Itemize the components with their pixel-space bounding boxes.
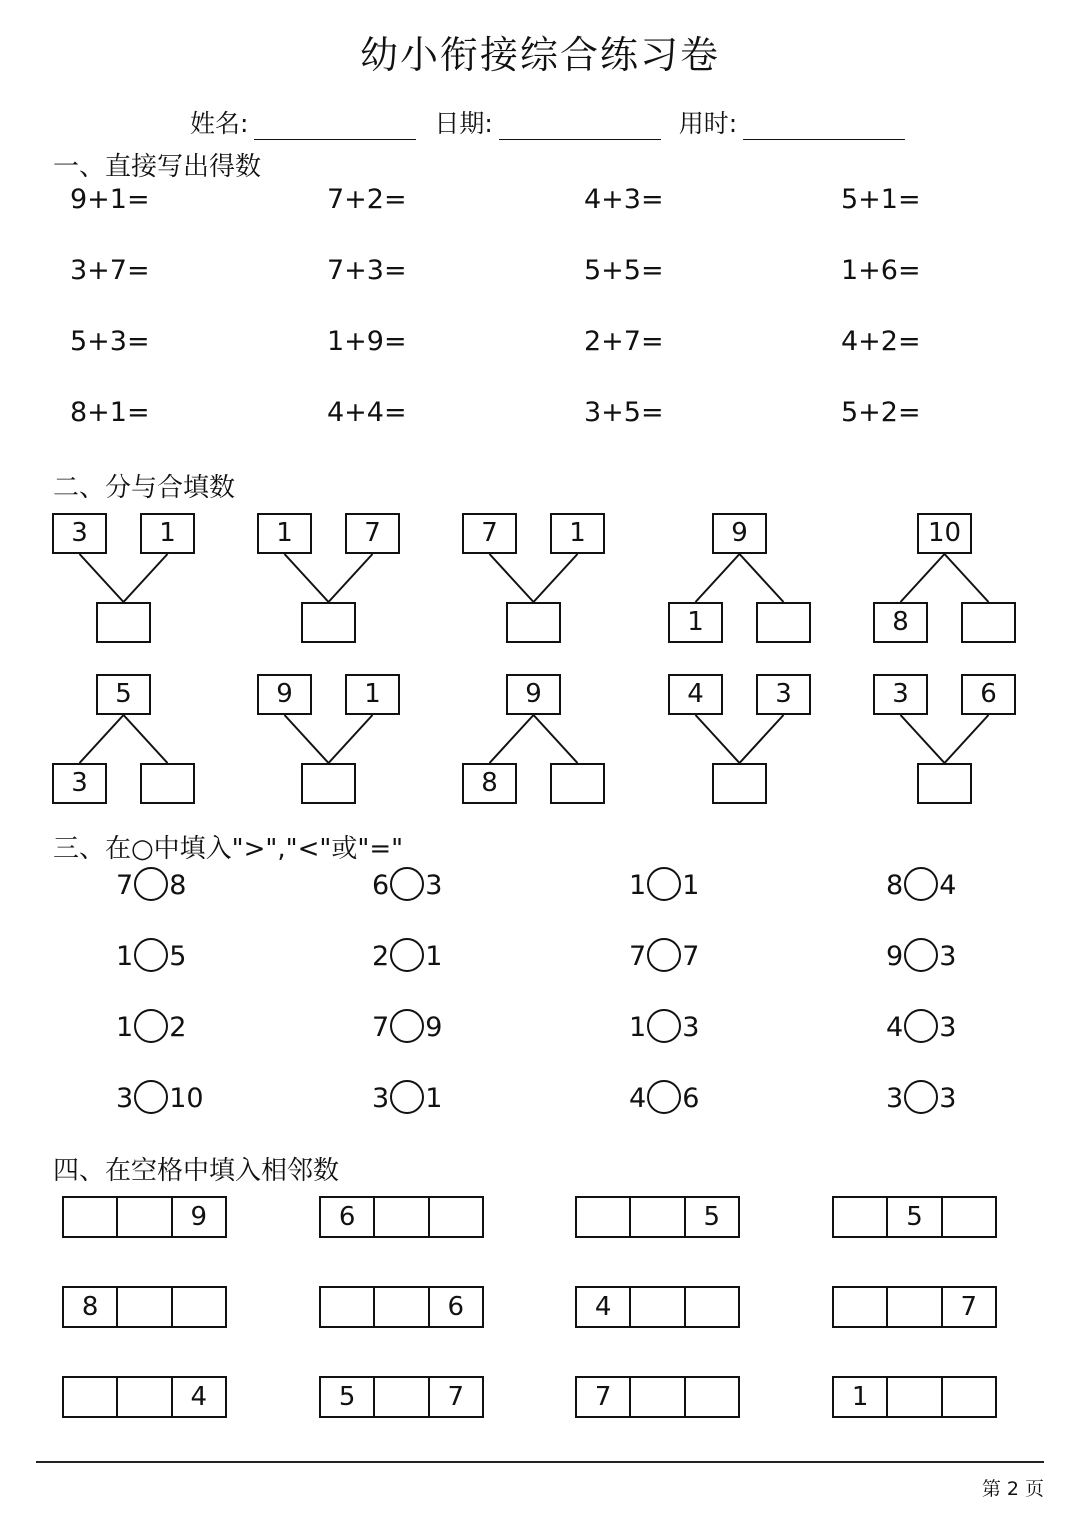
arithmetic-problem: 3+7= <box>70 255 150 286</box>
bond-part-box: 8 <box>873 602 928 643</box>
right-number: 3 <box>425 870 443 901</box>
bond-whole-box[interactable] <box>301 602 356 643</box>
given-cell: 5 <box>888 1198 942 1236</box>
bond-line <box>696 715 740 763</box>
page-number: 第 2 页 <box>981 1478 1044 1500</box>
left-number: 7 <box>372 1012 390 1043</box>
number-strip <box>319 1286 484 1328</box>
bond-part-box: 1 <box>668 602 723 643</box>
right-number: 8 <box>169 870 187 901</box>
right-number: 1 <box>682 870 700 901</box>
bond-line <box>740 554 784 602</box>
section4-heading: 四、在空格中填入相邻数 <box>53 1156 340 1186</box>
right-number: 3 <box>939 1083 957 1114</box>
bond-line <box>329 554 373 602</box>
right-number: 3 <box>939 941 957 972</box>
bond-part-box: 6 <box>961 674 1016 715</box>
right-number: 7 <box>682 941 700 972</box>
arithmetic-problem: 4+4= <box>327 397 407 428</box>
answer-cell[interactable] <box>64 1378 118 1416</box>
right-number: 2 <box>169 1012 187 1043</box>
answer-cell[interactable] <box>118 1288 172 1326</box>
answer-cell[interactable] <box>943 1378 995 1416</box>
answer-circle[interactable] <box>134 1009 168 1043</box>
bond-line <box>80 554 124 602</box>
answer-cell[interactable] <box>375 1198 429 1236</box>
page-title: 幼小衔接综合练习卷 <box>359 33 720 77</box>
left-number: 9 <box>886 941 904 972</box>
given-cell: 8 <box>64 1288 118 1326</box>
section2-heading: 二、分与合填数 <box>53 473 236 503</box>
arithmetic-problem: 3+5= <box>584 397 664 428</box>
comparison-item <box>116 1009 186 1043</box>
arithmetic-problem: 9+1= <box>70 184 150 215</box>
given-cell: 7 <box>960 1292 978 1322</box>
right-number: 3 <box>682 1012 700 1043</box>
comparison-item <box>886 867 956 901</box>
answer-cell[interactable] <box>430 1198 482 1236</box>
bond-part-box: 3 <box>756 674 811 715</box>
bond-line <box>534 715 578 763</box>
bond-line <box>945 715 989 763</box>
bond-part-box: 3 <box>873 674 928 715</box>
bond-whole-box[interactable] <box>712 763 767 804</box>
answer-circle[interactable] <box>390 1080 424 1114</box>
right-number: 4 <box>939 870 957 901</box>
right-number: 1 <box>425 1083 443 1114</box>
bond-line <box>490 715 534 763</box>
bond-part-box: 4 <box>668 674 723 715</box>
bond-part-box: 8 <box>462 763 517 804</box>
right-number: 10 <box>169 1083 204 1114</box>
left-number: 3 <box>116 1083 134 1114</box>
answer-cell[interactable] <box>834 1288 888 1326</box>
time-label: 用时: <box>678 109 738 138</box>
comparison-item <box>886 1009 956 1043</box>
comparison-item <box>629 1080 699 1114</box>
answer-cell[interactable] <box>631 1378 685 1416</box>
answer-cell[interactable] <box>321 1288 375 1326</box>
bond-part-box: 1 <box>345 674 400 715</box>
comparison-item <box>372 938 442 972</box>
bond-part-box: 3 <box>52 513 107 554</box>
bond-whole-box: 10 <box>917 513 972 554</box>
bond-line <box>285 715 329 763</box>
left-number: 4 <box>886 1012 904 1043</box>
bond-whole-box: 9 <box>506 674 561 715</box>
bond-line <box>901 715 945 763</box>
answer-circle[interactable] <box>904 867 938 901</box>
answer-cell[interactable] <box>375 1288 429 1326</box>
bond-line <box>124 715 168 763</box>
left-number: 1 <box>116 1012 134 1043</box>
date-label: 日期: <box>434 109 493 138</box>
number-strip <box>319 1196 484 1238</box>
bond-line <box>490 554 534 602</box>
answer-circle[interactable] <box>647 1009 681 1043</box>
bond-whole-box: 9 <box>712 513 767 554</box>
bond-part-box: 9 <box>257 674 312 715</box>
answer-cell[interactable] <box>631 1288 685 1326</box>
number-strip <box>832 1376 997 1418</box>
answer-circle[interactable] <box>134 938 168 972</box>
bond-part-box: 1 <box>140 513 195 554</box>
bond-line <box>80 715 124 763</box>
bond-part-box: 7 <box>345 513 400 554</box>
answer-circle[interactable] <box>904 1080 938 1114</box>
answer-cell[interactable] <box>888 1288 942 1326</box>
given-cell: 4 <box>577 1288 631 1326</box>
comparison-item <box>372 1080 442 1114</box>
answer-cell[interactable] <box>64 1198 118 1236</box>
arithmetic-problem: 7+2= <box>327 184 407 215</box>
bond-whole-box[interactable] <box>506 602 561 643</box>
comparison-item <box>116 1080 204 1114</box>
given-cell: 7 <box>447 1382 465 1412</box>
bond-line <box>945 554 989 602</box>
bond-part-box[interactable] <box>550 763 605 804</box>
comparison-item <box>886 1080 956 1114</box>
answer-circle[interactable] <box>390 938 424 972</box>
bond-line <box>329 715 373 763</box>
given-cell: 9 <box>190 1202 208 1232</box>
answer-cell[interactable] <box>834 1198 888 1236</box>
answer-circle[interactable] <box>647 1080 681 1114</box>
arithmetic-problem: 5+3= <box>70 326 150 357</box>
arithmetic-problem: 4+2= <box>841 326 921 357</box>
left-number: 3 <box>372 1083 390 1114</box>
arithmetic-problem: 4+3= <box>584 184 664 215</box>
arithmetic-problem: 2+7= <box>584 326 664 357</box>
right-number: 6 <box>682 1083 700 1114</box>
given-cell: 1 <box>834 1378 888 1416</box>
comparison-item <box>886 938 956 972</box>
answer-cell[interactable] <box>577 1198 631 1236</box>
answer-circle[interactable] <box>390 867 424 901</box>
right-number: 9 <box>425 1012 443 1043</box>
comparison-item <box>116 938 186 972</box>
arithmetic-problem: 5+2= <box>841 397 921 428</box>
bond-part-box[interactable] <box>756 602 811 643</box>
given-cell: 5 <box>321 1378 375 1416</box>
given-cell: 6 <box>321 1198 375 1236</box>
section1-heading: 一、直接写出得数 <box>53 152 262 182</box>
name-label: 姓名: <box>190 109 249 138</box>
bond-whole-box: 5 <box>96 674 151 715</box>
comparison-item <box>116 867 186 901</box>
answer-cell[interactable] <box>888 1378 942 1416</box>
comparison-item <box>629 1009 699 1043</box>
number-strip <box>832 1286 997 1328</box>
number-strip <box>832 1196 997 1238</box>
bond-line <box>901 554 945 602</box>
number-strip <box>62 1196 227 1238</box>
number-strip <box>62 1286 227 1328</box>
answer-cell[interactable] <box>686 1378 738 1416</box>
answer-circle[interactable] <box>904 938 938 972</box>
left-number: 3 <box>886 1083 904 1114</box>
number-strip <box>319 1376 484 1418</box>
given-cell: 6 <box>447 1292 465 1322</box>
bond-part-box[interactable] <box>140 763 195 804</box>
given-cell: 7 <box>577 1378 631 1416</box>
number-strip <box>575 1376 740 1418</box>
bond-whole-box[interactable] <box>917 763 972 804</box>
answer-cell[interactable] <box>173 1288 225 1326</box>
left-number: 2 <box>372 941 390 972</box>
right-number: 3 <box>939 1012 957 1043</box>
comparison-item <box>629 938 699 972</box>
comparison-item <box>372 867 442 901</box>
answer-cell[interactable] <box>375 1378 429 1416</box>
arithmetic-problem: 5+1= <box>841 184 921 215</box>
bond-line <box>696 554 740 602</box>
bond-line <box>534 554 578 602</box>
answer-circle[interactable] <box>134 867 168 901</box>
answer-cell[interactable] <box>631 1198 685 1236</box>
left-number: 4 <box>629 1083 647 1114</box>
number-strip <box>62 1376 227 1418</box>
answer-circle[interactable] <box>647 938 681 972</box>
number-strip <box>575 1286 740 1328</box>
bond-part-box: 1 <box>550 513 605 554</box>
left-number: 7 <box>116 870 134 901</box>
bond-whole-box[interactable] <box>301 763 356 804</box>
left-number: 1 <box>629 1012 647 1043</box>
number-strip <box>575 1196 740 1238</box>
bond-line <box>740 715 784 763</box>
bond-part-box: 7 <box>462 513 517 554</box>
bond-line <box>285 554 329 602</box>
arithmetic-problem: 1+6= <box>841 255 921 286</box>
left-number: 8 <box>886 870 904 901</box>
section3-heading: 三、在○中填入">","<"或"=" <box>53 834 404 864</box>
answer-cell[interactable] <box>118 1378 172 1416</box>
given-cell: 5 <box>703 1202 721 1232</box>
footer-divider <box>36 1461 1044 1463</box>
arithmetic-problem: 8+1= <box>70 397 150 428</box>
right-number: 5 <box>169 941 187 972</box>
answer-cell[interactable] <box>118 1198 172 1236</box>
bond-part-box[interactable] <box>961 602 1016 643</box>
comparison-item <box>629 867 699 901</box>
left-number: 7 <box>629 941 647 972</box>
answer-circle[interactable] <box>904 1009 938 1043</box>
answer-cell[interactable] <box>686 1288 738 1326</box>
answer-circle[interactable] <box>390 1009 424 1043</box>
right-number: 1 <box>425 941 443 972</box>
arithmetic-problem: 7+3= <box>327 255 407 286</box>
arithmetic-problem: 1+9= <box>327 326 407 357</box>
comparison-item <box>372 1009 442 1043</box>
given-cell: 4 <box>190 1382 208 1412</box>
left-number: 1 <box>116 941 134 972</box>
left-number: 6 <box>372 870 390 901</box>
answer-circle[interactable] <box>647 867 681 901</box>
bond-line <box>124 554 168 602</box>
bond-whole-box[interactable] <box>96 602 151 643</box>
bond-part-box: 3 <box>52 763 107 804</box>
arithmetic-problem: 5+5= <box>584 255 664 286</box>
answer-cell[interactable] <box>943 1198 995 1236</box>
bond-part-box: 1 <box>257 513 312 554</box>
left-number: 1 <box>629 870 647 901</box>
answer-circle[interactable] <box>134 1080 168 1114</box>
